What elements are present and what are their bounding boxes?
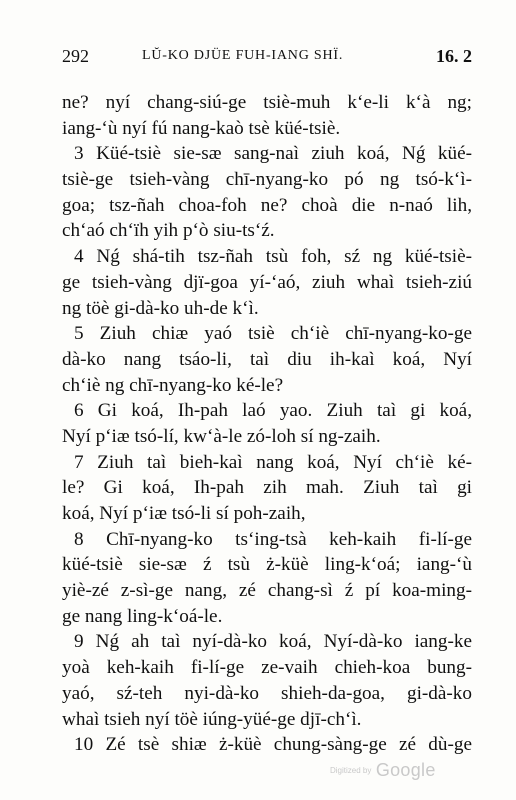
text-line: ge nang ling-k‘oá-le. bbox=[62, 605, 223, 627]
text-line: ch‘iè ng chī-nyang-ko ké-le? bbox=[62, 374, 284, 396]
text-line: tsiè-ge tsieh-vàng chī-nyang-ko pó ng tsó-k‘ì- bbox=[62, 169, 472, 191]
text-line: dà-ko nang tsáo-li, taì diu ih-kaì koá, Nyí bbox=[62, 348, 472, 370]
page-number: 292 bbox=[62, 46, 89, 66]
watermark-prefix: Digitized by bbox=[330, 766, 372, 775]
text-line: goa; tsz-ñah choa-foh ne? choà die n-naó lih, bbox=[62, 194, 472, 216]
verse-6-start: 6 Gi koá, Ih-pah laó yao. Ziuh taì gi koá, bbox=[74, 400, 472, 422]
text-line: yaó, sź-teh nyi-dà-ko shieh-da-goa, gi-dà-ko bbox=[62, 682, 472, 704]
verse-9-start: 9 Nǵ ah taì nyí-dà-ko koá, Nyí-dà-ko iang-ke bbox=[74, 631, 472, 653]
text-line: yoà keh-kaih fi-lí-ge ze-vaih chieh-koa bung- bbox=[62, 657, 472, 679]
text-line: Nyí p‘iæ tsó-lí, kw‘à-le zó-loh sí ng-zaih. bbox=[62, 425, 381, 447]
digitization-watermark bbox=[330, 760, 436, 781]
text-line: yiè-zé z-sì-ge nang, zé chang-sì ź pí koa-ming- bbox=[62, 580, 472, 602]
text-line: ch‘aó ch‘ïh yih p‘ò siu-ts‘ź. bbox=[62, 220, 275, 242]
text-line: le? Gi koá, Ih-pah zih mah. Ziuh taì gi bbox=[62, 477, 472, 499]
text-line: whaì tsieh nyí töè iúng-yüé-ge djī-ch‘ì. bbox=[62, 708, 362, 730]
verse-4-start: 4 Nǵ shá-tih tsz-ñah tsù foh, sź ng küé-tsiè- bbox=[74, 246, 472, 268]
text-line: ge tsieh-vàng djï-goa yí-‘aó, ziuh whaì tsieh-ziú bbox=[62, 271, 472, 293]
text-line: koá, Nyí p‘iæ tsó-li sí poh-zaih, bbox=[62, 503, 306, 524]
watermark-brand: Google bbox=[375, 760, 436, 780]
verse-7-start: 7 Ziuh taì bieh-kaì nang koá, Nyí ch‘iè ké- bbox=[74, 451, 472, 473]
text-line: iang-‘ù nyí fú nang-kaò tsè küé-tsiè. bbox=[62, 117, 341, 139]
chapter-verse-reference: 16. 2 bbox=[436, 46, 472, 66]
text-line: ne? nyí chang-siú-ge tsiè-muh k‘e-li k‘à ng; bbox=[62, 92, 472, 113]
verse-3-start: 3 Küé-tsiè sie-sæ sang-naì ziuh koá, Nǵ küé- bbox=[74, 143, 472, 165]
verse-8-start: 8 Chī-nyang-ko ts‘ing-tsà keh-kaih fi-lí-ge bbox=[74, 528, 472, 550]
verse-10-start: 10 Zé tsè shiæ ż-küè chung-sàng-ge zé dù-ge bbox=[74, 734, 472, 756]
body-text bbox=[62, 90, 472, 758]
verse-5-start: 5 Ziuh chiæ yaó tsiè ch‘iè chī-nyang-ko-ge bbox=[74, 323, 472, 345]
text-line: ng töè gi-dà-ko uh-de k‘ì. bbox=[62, 297, 259, 319]
running-title: LŬ-KO DJÜE FUH-IANG SHÏ. bbox=[142, 48, 344, 63]
text-line: küé-tsiè sie-sæ ź tsù ż-küè ling-k‘oá; iang-‘ù bbox=[62, 554, 472, 576]
page-header bbox=[62, 46, 472, 72]
